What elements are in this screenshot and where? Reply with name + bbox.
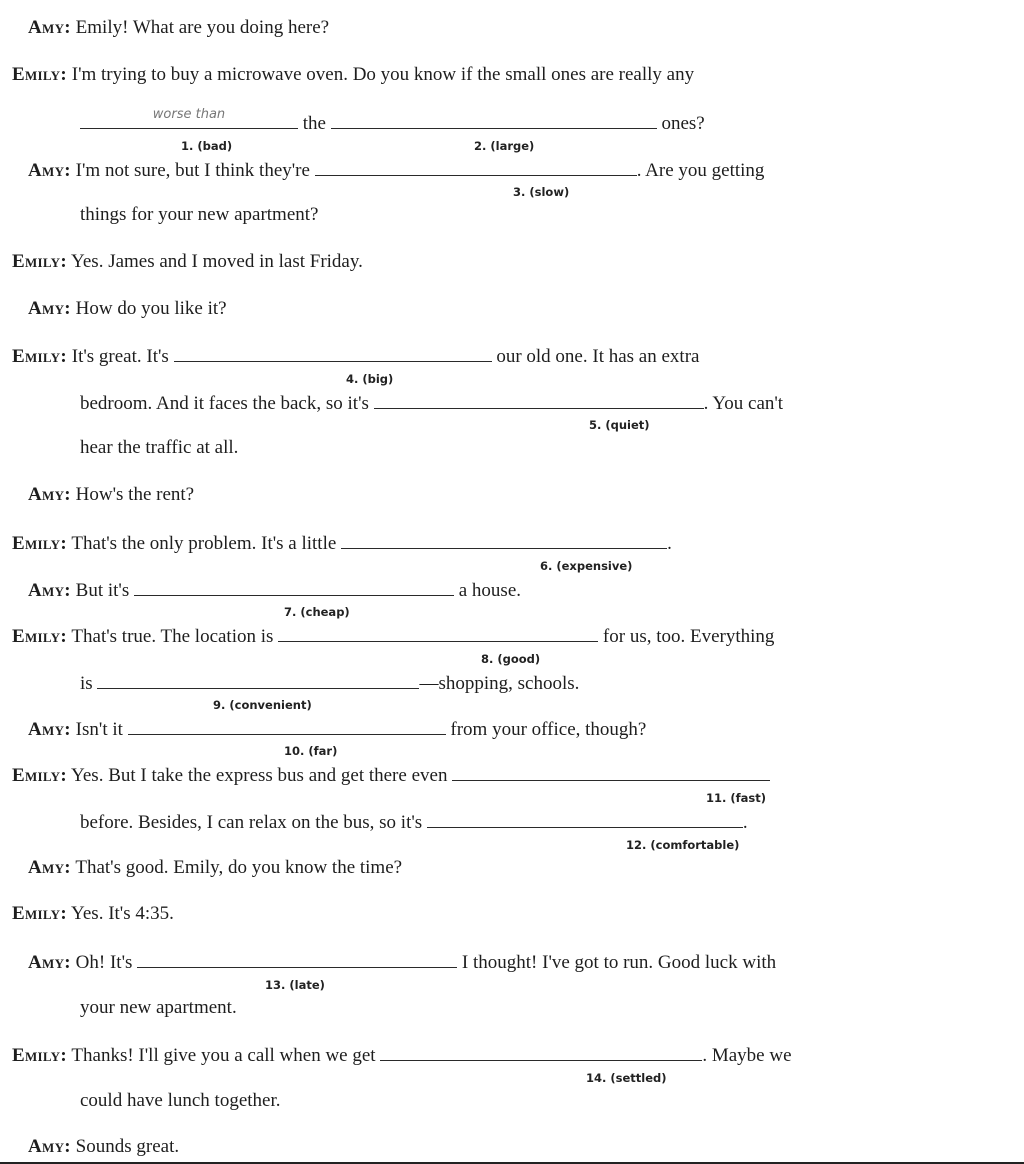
cue-7: 7. (cheap)	[284, 605, 350, 619]
cue-6: 6. (expensive)	[540, 559, 633, 573]
blank-5[interactable]	[374, 390, 704, 409]
line-text: .	[667, 533, 672, 554]
line-text: Yes. James and I moved in last Friday.	[71, 251, 363, 272]
speaker-emily: Emily:	[12, 251, 67, 272]
speaker-emily: Emily:	[12, 1045, 67, 1066]
line-text: Emily! What are you doing here?	[75, 17, 330, 38]
line-text: I thought! I've got to run. Good luck with	[461, 952, 777, 973]
dialogue-line-17	[12, 762, 770, 788]
line-text: ones?	[661, 113, 705, 134]
dialogue-line-2	[12, 63, 694, 87]
speaker-amy: Amy:	[28, 719, 71, 740]
blank-9[interactable]	[97, 670, 419, 689]
dialogue-line-6	[12, 250, 363, 274]
blank-10[interactable]	[128, 716, 446, 735]
dialogue-line-1	[28, 16, 329, 40]
blank-14[interactable]	[380, 1042, 702, 1061]
line-text: Sounds great.	[75, 1136, 180, 1157]
line-text: That's the only problem. It's a little	[71, 533, 337, 554]
blank-2[interactable]	[331, 110, 657, 129]
cue-8: 8. (good)	[481, 652, 541, 666]
cue-13: 13. (late)	[265, 978, 325, 992]
blank-8[interactable]	[278, 623, 598, 642]
speaker-amy: Amy:	[28, 952, 71, 973]
line-text: is	[80, 673, 93, 694]
dialogue-line-5	[80, 203, 318, 227]
line-text: . You can't	[703, 393, 784, 414]
dialogue-line-24	[80, 1089, 281, 1113]
line-text: from your office, though?	[450, 719, 647, 740]
speaker-emily: Emily:	[12, 903, 67, 924]
cue-4: 4. (big)	[346, 372, 394, 386]
dialogue-line-11	[28, 483, 194, 507]
dialogue-line-21	[28, 949, 776, 975]
line-text: Oh! It's	[75, 952, 133, 973]
cue-1: 1. (bad)	[181, 139, 233, 153]
line-text: bedroom. And it faces the back, so it's	[80, 393, 369, 414]
line-text: Isn't it	[75, 719, 123, 740]
dialogue-line-22	[80, 996, 237, 1020]
line-text: . Are you getting	[636, 160, 765, 181]
line-text: the	[302, 113, 326, 134]
cue-10: 10. (far)	[284, 744, 338, 758]
blank-11[interactable]	[452, 762, 770, 781]
line-text: Yes. It's 4:35.	[71, 903, 174, 924]
dialogue-line-12	[12, 530, 672, 556]
cue-5: 5. (quiet)	[589, 418, 650, 432]
speaker-emily: Emily:	[12, 533, 67, 554]
handwritten-answer-1: worse than	[152, 107, 226, 122]
line-text: I'm trying to buy a microwave oven. Do you know if the small ones are really any	[71, 64, 695, 85]
cue-9: 9. (convenient)	[213, 698, 312, 712]
cue-11: 11. (fast)	[706, 791, 766, 805]
speaker-emily: Emily:	[12, 626, 67, 647]
line-text: I'm not sure, but I think they're	[75, 160, 310, 181]
speaker-amy: Amy:	[28, 857, 71, 878]
dialogue-line-8	[12, 343, 699, 369]
line-text: . Maybe we	[702, 1045, 792, 1066]
speaker-emily: Emily:	[12, 346, 67, 367]
line-text: Yes. But I take the express bus and get there even	[71, 765, 448, 786]
speaker-amy: Amy:	[28, 484, 71, 505]
line-text: Thanks! I'll give you a call when we get	[71, 1045, 376, 1066]
line-text: for us, too. Everything	[602, 626, 775, 647]
blank-3[interactable]	[315, 157, 637, 176]
cue-14: 14. (settled)	[586, 1071, 667, 1085]
line-text: hear the traffic at all.	[80, 437, 239, 458]
blank-12[interactable]	[427, 809, 743, 828]
line-text: could have lunch together.	[80, 1090, 281, 1111]
blank-4[interactable]	[174, 343, 492, 362]
line-text: That's true. The location is	[71, 626, 274, 647]
dialogue-line-4	[28, 157, 764, 183]
cue-2: 2. (large)	[474, 139, 535, 153]
line-text: before. Besides, I can relax on the bus, so it's	[80, 812, 423, 833]
dialogue-line-23	[12, 1042, 792, 1068]
line-text: How do you like it?	[75, 298, 227, 319]
line-text: .	[742, 812, 748, 833]
speaker-amy: Amy:	[28, 298, 71, 319]
speaker-amy: Amy:	[28, 1136, 71, 1157]
speaker-amy: Amy:	[28, 160, 71, 181]
dialogue-line-3	[80, 107, 705, 136]
line-text: But it's	[75, 580, 130, 601]
dialogue-line-19	[28, 856, 402, 880]
speaker-amy: Amy:	[28, 17, 71, 38]
speaker-amy: Amy:	[28, 580, 71, 601]
blank-7[interactable]	[134, 577, 454, 596]
dialogue-line-25	[28, 1135, 179, 1159]
dialogue-line-7	[28, 297, 227, 321]
dialogue-line-20	[12, 902, 174, 926]
blank-13[interactable]	[137, 949, 457, 968]
line-text: things for your new apartment?	[80, 204, 319, 225]
speaker-emily: Emily:	[12, 765, 67, 786]
dialogue-line-9	[80, 390, 783, 416]
dialogue-line-10	[80, 436, 238, 460]
cue-12: 12. (comfortable)	[626, 838, 740, 852]
line-text: our old one. It has an extra	[496, 346, 700, 367]
line-text: your new apartment.	[80, 997, 237, 1018]
line-text: How's the rent?	[75, 484, 195, 505]
dialogue-line-13	[28, 577, 521, 603]
blank-6[interactable]	[341, 530, 667, 549]
dialogue-line-14	[12, 623, 774, 649]
blank-1[interactable]	[80, 107, 298, 129]
dialogue-line-16	[28, 716, 646, 742]
line-text: That's good. Emily, do you know the time?	[75, 857, 403, 878]
dialogue-line-18	[80, 809, 748, 835]
line-text: a house.	[458, 580, 522, 601]
speaker-emily: Emily:	[12, 64, 67, 85]
cue-3: 3. (slow)	[513, 185, 570, 199]
dialogue-line-15	[80, 670, 579, 696]
line-text: —shopping, schools.	[419, 673, 580, 694]
line-text: It's great. It's	[71, 346, 169, 367]
